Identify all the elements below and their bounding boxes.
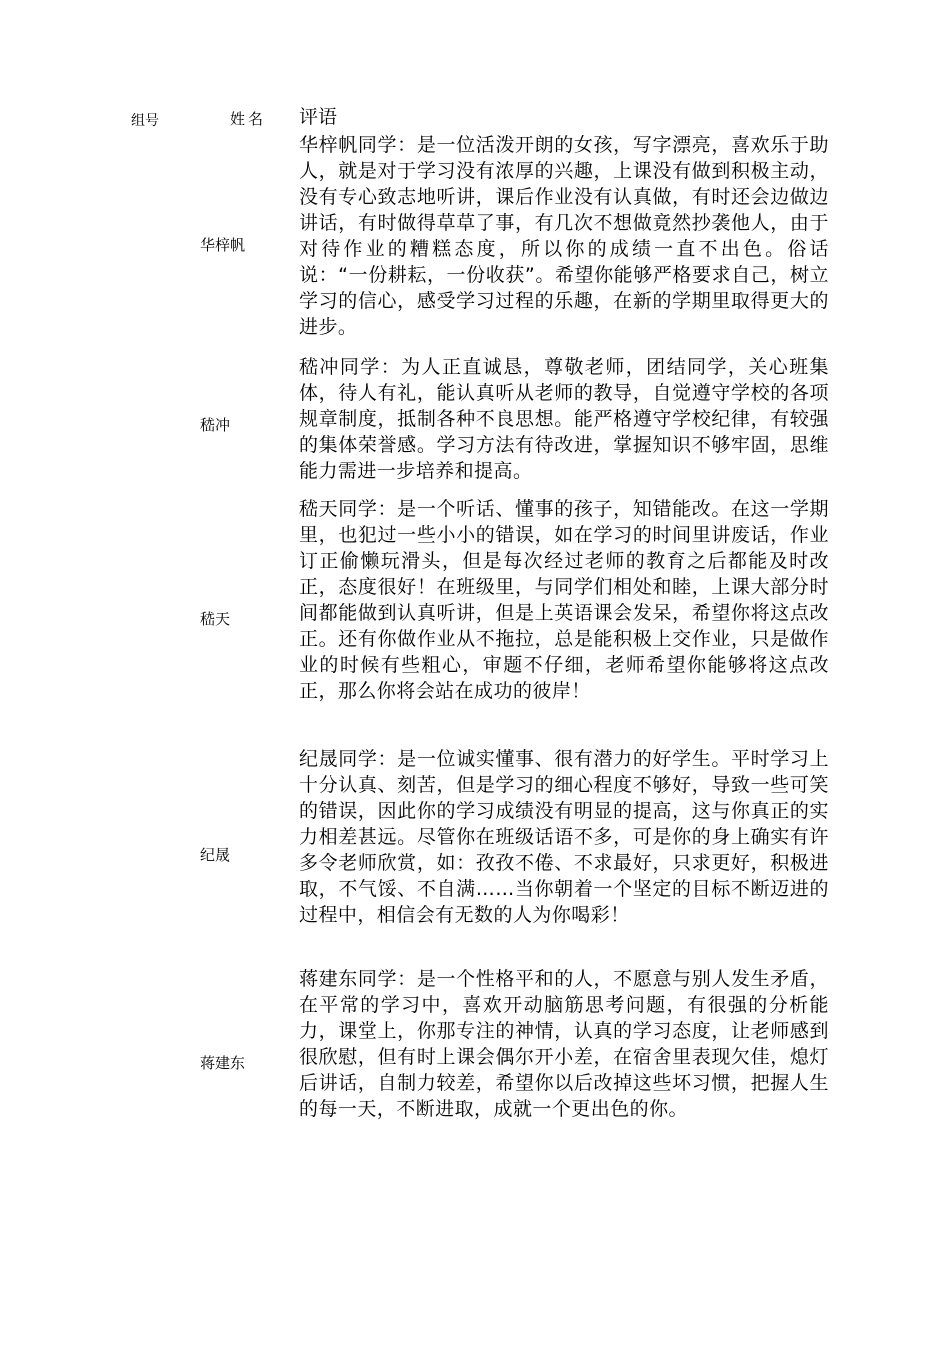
- header-group-label: 组号: [131, 113, 159, 129]
- student-comment: 嵇冲同学：为人正直诚恳，尊敬老师，团结同学，关心班集体，待人有礼，能认真听从老师的教导，自觉遵守学校的各项规章制度，抵制各种不良思想。能严格遵守学校纪律，有较强的集体荣誉感。学习方法有待改进，掌握知识不够牢固，思维能力需进一步培养和提高。: [299, 356, 829, 482]
- student-name: 华梓帆: [200, 236, 246, 254]
- student-comment: 嵇天同学：是一个听话、懂事的孩子，知错能改。在这一学期里，也犯过一些小小的错误，如在学习的时间里讲废话，作业订正偷懒玩滑头，但是每次经过老师的教育之后都能及时改正，态度很好！在班级里，与同学们相处和睦，上课大部分时间都能做到认真听讲，但是上英语课会发呆，希望你将这点改正。还有你做作业从不拖拉，总是能积极上交作业，只是做作业的时候有些粗心，审题不仔细，老师希望你能够将这点改正，那么你将会站在成功的彼岸！: [299, 498, 829, 702]
- header-comment-label: 评语: [299, 106, 338, 128]
- student-comment: 华梓帆同学：是一位活泼开朗的女孩，写字漂亮，喜欢乐于助人，就是对于学习没有浓厚的兴趣，上课没有做到积极主动，没有专心致志地听讲，课后作业没有认真做，有时还会边做边讲话，有时做得草草了事，有几次不想做竟然抄袭他人，由于对待作业的糟糕态度，所以你的成绩一直不出色。俗话说：“一份耕耘，一份收获”。希望你能够严格要求自己，树立学习的信心，感受学习过程的乐趣，在新的学期里取得更大的进步。: [299, 134, 829, 338]
- student-comment: 纪晟同学：是一位诚实懂事、很有潜力的好学生。平时学习上十分认真、刻苦，但是学习的细心程度不够好，导致一些可笑的错误，因此你的学习成绩没有明显的提高，这与你真正的实力相差甚远。尽管你在班级话语不多，可是你的身上确实有许多令老师欣赏，如：孜孜不倦、不求最好，只求更好，积极进取，不气馁、不自满……当你朝着一个坚定的目标不断迈进的过程中，相信会有无数的人为你喝彩！: [299, 748, 829, 926]
- student-comment: 蒋建东同学：是一个性格平和的人，不愿意与别人发生矛盾，在平常的学习中，喜欢开动脑筋思考问题，有很强的分析能力，课堂上，你那专注的神情，认真的学习态度，让老师感到很欣慰，但有时上课会偶尔开小差，在宿舍里表现欠佳，熄灯后讲话，自制力较差，希望你以后改掉这些坏习惯，把握人生的每一天，不断进取，成就一个更出色的你。: [299, 968, 829, 1120]
- student-name: 嵇冲: [200, 416, 231, 434]
- student-name: 纪晟: [200, 846, 231, 864]
- header-name-label: 姓名: [230, 110, 267, 128]
- student-name: 嵇天: [200, 610, 231, 628]
- student-name: 蒋建东: [200, 1054, 246, 1072]
